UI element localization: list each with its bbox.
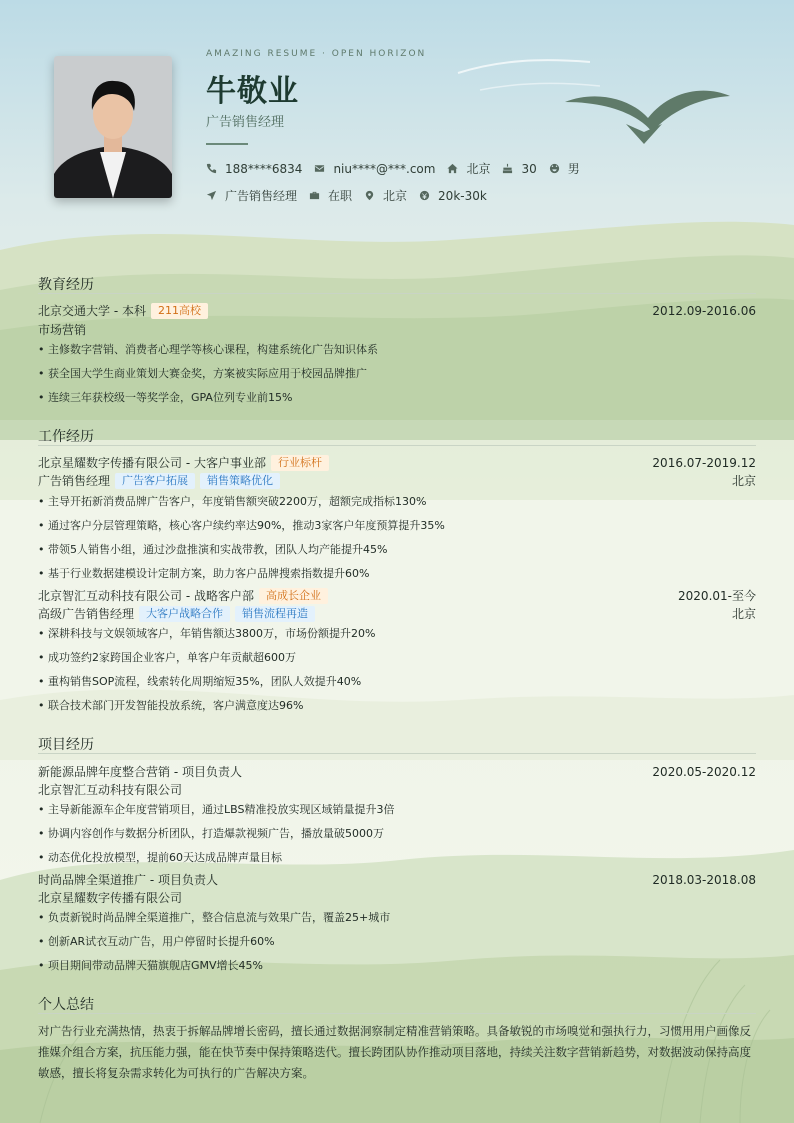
- phone-value: 188****6834: [225, 161, 303, 176]
- summary-section-title: 个人总结: [38, 997, 94, 1013]
- work-section-title: 工作经历: [38, 429, 94, 445]
- job-intent-row: [206, 187, 499, 204]
- project-name: 新能源品牌年度整合营销 - 项目负责人: [38, 765, 242, 779]
- candidate-name: 牛敬业: [206, 74, 299, 109]
- section-divider: [38, 293, 756, 294]
- city-item: [447, 160, 490, 177]
- list-item: • 重构销售SOP流程，线索转化周期缩短35%，团队人效提升40%: [38, 675, 362, 688]
- contact-row: [206, 160, 592, 177]
- job-period: 2016.07-2019.12: [652, 455, 756, 470]
- phone-item: [206, 162, 302, 176]
- section-divider: [38, 753, 756, 754]
- job-position-row: [38, 605, 756, 622]
- education-section-title: 教育经历: [38, 277, 94, 293]
- resume-tagline: AMAZING RESUME · OPEN HORIZON: [206, 49, 427, 59]
- cake-icon: [502, 163, 513, 174]
- intent-salary-item: [419, 189, 487, 203]
- intent-salary-value: 20k-30k: [438, 188, 487, 203]
- list-item: • 主导新能源车企年度营销项目，通过LBS精准投放实现区域销量提升3倍: [38, 803, 395, 816]
- list-item: • 创新AR试衣互动广告，用户停留时长提升60%: [38, 935, 275, 948]
- intent-status-value: 在职: [328, 189, 353, 203]
- email-value: niu****@***.com: [333, 161, 436, 176]
- skill-tag: 广告客户拓展: [115, 473, 195, 489]
- smile-icon: [549, 163, 560, 174]
- list-item: • 联合技术部门开发智能投放系统，客户满意度达96%: [38, 699, 304, 712]
- job-position: 高级广告销售经理: [38, 607, 135, 621]
- job-header-row: [38, 587, 756, 604]
- list-item: • 协调内容创作与数据分析团队，打造爆款视频广告，播放量破5000万: [38, 827, 384, 840]
- project-header-row: [38, 763, 756, 780]
- summary-text: 对广告行业充满热情，热衷于拆解品牌增长密码，擅长通过数据洞察制定精准营销策略。具备敏锐的市场嗅觉和强执行力，习惯用用户画像反推媒介组合方案，抗压能力强，能在快节奏中保持策略迭代。擅长跨团队协作推动项目落地，持续关注数字营销新趋势，对数据波动保持高度敏感，擅长将复杂需求转化为可执行的广告解决方案。: [38, 1024, 751, 1080]
- email-item: [314, 162, 435, 176]
- skill-tag: 大客户战略合作: [139, 606, 230, 622]
- intent-position-item: [206, 187, 297, 204]
- school-name: 北京交通大学 - 本科: [38, 304, 146, 318]
- job-city: 北京: [731, 607, 756, 621]
- job-company: 北京智汇互动科技有限公司 - 战略客户部: [38, 589, 254, 603]
- project-name: 时尚品牌全渠道推广 - 项目负责人: [38, 873, 218, 887]
- briefcase-icon: [309, 190, 320, 201]
- intent-position-value: 广告销售经理: [225, 189, 298, 203]
- project-company: 北京智汇互动科技有限公司: [38, 783, 183, 797]
- gender-value: 男: [567, 162, 580, 176]
- list-item: • 主导开拓新消费品牌广告客户，年度销售额突破2200万，超额完成指标130%: [38, 495, 427, 508]
- city-value: 北京: [466, 162, 491, 176]
- home-icon: [447, 163, 458, 174]
- education-header-row: [38, 302, 756, 319]
- avatar: [54, 56, 172, 198]
- education-major: 市场营销: [38, 323, 87, 337]
- job-header-row: [38, 454, 756, 471]
- list-item: • 项目期间带动品牌天猫旗舰店GMV增长45%: [38, 959, 263, 972]
- projects-section-title: 项目经历: [38, 737, 94, 753]
- phone-icon: [206, 163, 217, 174]
- skill-tag: 销售策略优化: [200, 473, 280, 489]
- list-item: • 深耕科技与文娱领域客户，年销售额达3800万，市场份额提升20%: [38, 627, 376, 640]
- candidate-role: 广告销售经理: [206, 115, 285, 130]
- project-period: 2018.03-2018.08: [652, 872, 756, 887]
- title-divider: [206, 143, 248, 145]
- company-tag: 高成长企业: [259, 588, 328, 604]
- section-divider: [38, 1013, 756, 1014]
- project-company: 北京星耀数字传播有限公司: [38, 891, 183, 905]
- job-period: 2020.01-至今: [678, 589, 756, 603]
- education-period: 2012.09-2016.06: [652, 303, 756, 318]
- section-divider: [38, 445, 756, 446]
- age-value: 30: [521, 161, 537, 176]
- job-position: 广告销售经理: [38, 474, 111, 488]
- job-city: 北京: [731, 474, 756, 488]
- list-item: • 负责新锐时尚品牌全渠道推广，整合信息流与效果广告，覆盖25+城市: [38, 911, 391, 924]
- money-icon: [419, 190, 430, 201]
- list-item: • 通过客户分层管理策略，核心客户续约率达90%，推动3家客户年度预算提升35%: [38, 519, 445, 532]
- list-item: • 基于行业数据建模设计定制方案，助力客户品牌搜索指数提升60%: [38, 567, 370, 580]
- send-icon: [206, 190, 217, 201]
- gender-item: [549, 160, 580, 177]
- mail-icon: [314, 163, 325, 174]
- intent-city-item: [364, 187, 407, 204]
- list-item: • 动态优化投放模型，提前60天达成品牌声量目标: [38, 851, 282, 864]
- list-item: • 成功签约2家跨国企业客户，单客户年贡献超600万: [38, 651, 296, 664]
- list-item: • 主修数字营销、消费者心理学等核心课程，构建系统化广告知识体系: [38, 343, 378, 356]
- location-pin-icon: [364, 190, 375, 201]
- project-period: 2020.05-2020.12: [652, 764, 756, 779]
- intent-city-value: 北京: [383, 189, 408, 203]
- list-item: • 连续三年获校级一等奖学金，GPA位列专业前15%: [38, 391, 293, 404]
- project-header-row: [38, 871, 756, 888]
- age-item: [502, 162, 536, 176]
- skill-tag: 销售流程再造: [235, 606, 315, 622]
- list-item: • 带领5人销售小组，通过沙盘推演和实战带教，团队人均产能提升45%: [38, 543, 388, 556]
- job-company: 北京星耀数字传播有限公司 - 大客户事业部: [38, 456, 266, 470]
- intent-status-item: [309, 187, 352, 204]
- bird-icon: [560, 80, 740, 150]
- job-position-row: [38, 472, 756, 489]
- school-tag: 211高校: [151, 303, 208, 319]
- company-tag: 行业标杆: [271, 455, 329, 471]
- list-item: • 获全国大学生商业策划大赛金奖，方案被实际应用于校园品牌推广: [38, 367, 367, 380]
